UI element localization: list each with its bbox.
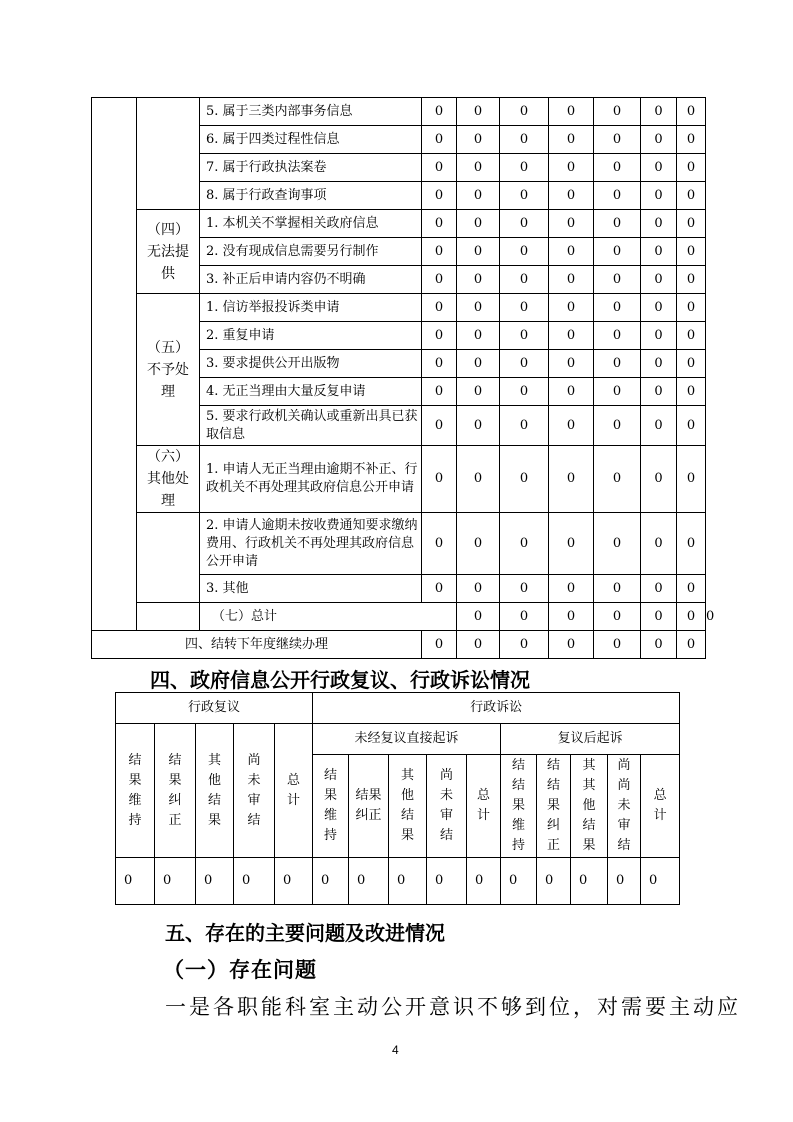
value-cell: 0 — [641, 126, 677, 154]
value-cell: 0 — [677, 631, 706, 659]
value-cell: 0 — [641, 350, 677, 378]
value-cell: 0 — [457, 631, 500, 659]
value-cell: 0 — [457, 350, 500, 378]
direct-col-2: 其他结果 — [389, 755, 427, 858]
direct-suit-header: 未经复议直接起诉 — [313, 724, 501, 755]
total-label: （七）总计 — [200, 603, 457, 631]
value-cell: 0 — [594, 322, 641, 350]
value-cell: 0 — [677, 98, 706, 126]
value-cell: 0 — [500, 603, 549, 631]
value-cell: 0 — [594, 406, 641, 446]
value-cell: 0 — [594, 210, 641, 238]
value-cell: 0 — [422, 575, 457, 603]
value-cell: 0 — [457, 238, 500, 266]
value-cell: 0 — [594, 238, 641, 266]
value-cell: 0 — [422, 154, 457, 182]
after-col-2: 其其他结果 — [571, 755, 608, 858]
table-row — [92, 446, 706, 513]
value-cell: 0 — [500, 126, 549, 154]
value-cell: 0 — [677, 446, 706, 513]
table-row — [92, 513, 706, 575]
direct-col-4: 总计 — [467, 755, 501, 858]
value-cell: 0 — [549, 446, 594, 513]
value-cell: 0 — [549, 575, 594, 603]
item-label: 3. 补正后申请内容仍不明确 — [200, 266, 422, 294]
value-cell: 0 — [641, 631, 677, 659]
item-label: 3. 其他 — [200, 575, 422, 603]
value-cell: 0 — [500, 350, 549, 378]
value-cell: 0 — [594, 98, 641, 126]
review-litigation-table — [115, 692, 680, 905]
value-cell: 0 — [457, 210, 500, 238]
review-col-2: 其他结果 — [196, 724, 234, 858]
value-cell: 0 — [594, 182, 641, 210]
value-cell: 0 — [549, 154, 594, 182]
after-col-1: 结结果纠正 — [537, 755, 571, 858]
item-label: 4. 无正当理由大量反复申请 — [200, 378, 422, 406]
value-cell: 0 — [500, 266, 549, 294]
value-cell: 0 — [467, 858, 501, 905]
value-cell: 0 — [549, 98, 594, 126]
value-cell: 0 — [677, 575, 706, 603]
value-cell: 0 — [641, 446, 677, 513]
value-cell: 0 — [677, 294, 706, 322]
value-cell: 0 — [422, 182, 457, 210]
value-cell: 0 — [500, 182, 549, 210]
value-cell: 0 — [641, 575, 677, 603]
value-cell: 0 — [457, 603, 500, 631]
item-label: 8. 属于行政查询事项 — [200, 182, 422, 210]
outer-category-column — [92, 98, 137, 631]
value-cell: 0 — [641, 378, 677, 406]
value-cell: 0 — [422, 98, 457, 126]
item-label: 5. 属于三类内部事务信息 — [200, 98, 422, 126]
value-cell: 0 — [641, 210, 677, 238]
application-stats-table — [91, 97, 715, 659]
item-label: 2. 重复申请 — [200, 322, 422, 350]
value-cell: 0 — [155, 858, 196, 905]
value-cell: 0 — [422, 350, 457, 378]
value-cell: 0 — [641, 322, 677, 350]
value-cell: 0 — [422, 294, 457, 322]
value-cell: 0 — [116, 858, 155, 905]
item-label: 1. 申请人无正当理由逾期不补正、行政机关不再处理其政府信息公开申请 — [200, 446, 422, 513]
value-cell: 0 — [549, 182, 594, 210]
value-cell: 0 — [500, 575, 549, 603]
value-cell: 0 — [677, 603, 706, 631]
value-cell: 0 — [549, 378, 594, 406]
value-cell: 0 — [571, 858, 608, 905]
value-cell: 0 — [594, 575, 641, 603]
value-cell: 0 — [457, 575, 500, 603]
review-col-4: 总计 — [275, 724, 313, 858]
item-label: 1. 信访举报投诉类申请 — [200, 294, 422, 322]
direct-col-0: 结果维持 — [313, 755, 349, 858]
value-cell: 0 — [677, 210, 706, 238]
value-cell: 0 — [641, 406, 677, 446]
value-cell: 0 — [549, 350, 594, 378]
value-cell: 0 — [641, 238, 677, 266]
value-cell: 0 — [500, 406, 549, 446]
value-cell: 0 — [422, 513, 457, 575]
direct-col-1: 结果纠正 — [349, 755, 389, 858]
value-cell: 0 — [549, 406, 594, 446]
value-cell: 0 — [594, 446, 641, 513]
value-cell: 0 — [457, 513, 500, 575]
value-cell: 0 — [641, 98, 677, 126]
value-cell: 0 — [549, 294, 594, 322]
after-col-0: 结结果维持 — [501, 755, 537, 858]
value-cell: 0 — [549, 513, 594, 575]
value-cell: 0 — [234, 858, 275, 905]
after-review-header: 复议后起诉 — [501, 724, 680, 755]
category-not-processed: （五）不予处理 — [137, 294, 200, 446]
value-cell: 0 — [275, 858, 313, 905]
value-cell: 0 — [500, 631, 549, 659]
value-cell: 0 — [537, 858, 571, 905]
category-other-processing: （六）其他处理 — [137, 446, 200, 513]
value-cell: 0 — [457, 294, 500, 322]
value-cell: 0 — [422, 322, 457, 350]
value-cell: 0 — [500, 322, 549, 350]
value-cell: 0 — [422, 378, 457, 406]
value-cell: 0 — [549, 603, 594, 631]
value-cell: 0 — [457, 378, 500, 406]
value-cell: 0 — [677, 350, 706, 378]
value-cell: 0 — [677, 126, 706, 154]
review-col-0: 结果维持 — [116, 724, 155, 858]
item-label: 6. 属于四类过程性信息 — [200, 126, 422, 154]
carry-over-label: 四、结转下年度继续办理 — [92, 631, 422, 659]
value-cell: 0 — [594, 631, 641, 659]
value-cell: 0 — [641, 603, 677, 631]
value-cell: 0 — [457, 154, 500, 182]
value-cell: 0 — [641, 513, 677, 575]
value-cell: 0 — [549, 126, 594, 154]
value-cell: 0 — [594, 266, 641, 294]
value-cell: 0 — [500, 513, 549, 575]
value-cell: 0 — [422, 631, 457, 659]
value-cell: 0 — [641, 182, 677, 210]
value-cell: 0 — [549, 266, 594, 294]
value-cell: 0 — [427, 858, 467, 905]
review-col-3: 尚未审结 — [234, 724, 275, 858]
value-cell: 0 — [549, 238, 594, 266]
subsection-heading: （一）存在问题 — [163, 958, 317, 982]
value-cell: 0 — [457, 126, 500, 154]
value-cell: 0 — [608, 858, 641, 905]
value-cell: 0 — [457, 406, 500, 446]
litigation-header: 行政诉讼 — [313, 693, 680, 724]
item-label: 2. 申请人逾期未按收费通知要求缴纳费用、行政机关不再处理其政府信息公开申请 — [200, 513, 422, 575]
value-cell: 0 — [641, 266, 677, 294]
review-col-1: 结果纠正 — [155, 724, 196, 858]
value-cell: 0 — [641, 858, 680, 905]
value-cell: 0 — [594, 513, 641, 575]
carry-over-row — [92, 631, 706, 659]
section-4-heading: 四、政府信息公开行政复议、行政诉讼情况 — [150, 668, 530, 692]
item-label: 1. 本机关不掌握相关政府信息 — [200, 210, 422, 238]
section-5-heading: 五、存在的主要问题及改进情况 — [165, 921, 445, 945]
value-cell: 0 — [677, 322, 706, 350]
value-cell: 0 — [422, 446, 457, 513]
page-number: 4 — [392, 1043, 399, 1057]
value-cell: 0 — [549, 210, 594, 238]
value-cell: 0 — [549, 631, 594, 659]
category-cell — [137, 98, 200, 210]
value-cell: 0 — [594, 378, 641, 406]
value-cell: 0 — [422, 238, 457, 266]
value-cell: 0 — [677, 238, 706, 266]
value-cell: 0 — [389, 858, 427, 905]
item-label: 5. 要求行政机关确认或重新出具已获取信息 — [200, 406, 422, 446]
value-cell: 0 — [457, 182, 500, 210]
after-col-4: 总计 — [641, 755, 680, 858]
table-row — [92, 210, 706, 238]
value-cell: 0 — [422, 126, 457, 154]
value-cell: 0 — [677, 154, 706, 182]
total-row: （七）总计 0 0 0 0 0 0 0 — [92, 603, 706, 631]
category-cell — [137, 513, 200, 603]
direct-col-3: 尚未审结 — [427, 755, 467, 858]
value-cell: 0 — [594, 294, 641, 322]
value-cell: 0 — [457, 446, 500, 513]
value-cell: 0 — [313, 858, 349, 905]
value-cell: 0 — [501, 858, 537, 905]
value-cell: 0 — [457, 266, 500, 294]
value-cell: 0 — [500, 210, 549, 238]
value-cell: 0 — [594, 603, 641, 631]
value-cell: 0 — [641, 294, 677, 322]
value-cell: 0 — [500, 98, 549, 126]
blank-cell — [137, 603, 200, 631]
value-cell: 0 — [500, 238, 549, 266]
item-label: 3. 要求提供公开出版物 — [200, 350, 422, 378]
value-cell: 0 — [500, 446, 549, 513]
value-cell: 0 — [549, 322, 594, 350]
value-cell: 0 — [196, 858, 234, 905]
value-cell: 0 — [677, 266, 706, 294]
value-cell: 0 — [677, 513, 706, 575]
table-row — [92, 294, 706, 322]
value-cell: 0 — [422, 406, 457, 446]
after-col-3: 尚尚未审结 — [608, 755, 641, 858]
body-paragraph: 一是各职能科室主动公开意识不够到位，对需要主动应 — [165, 995, 741, 1019]
value-cell: 0 — [349, 858, 389, 905]
value-cell: 0 — [594, 350, 641, 378]
value-cell: 0 — [500, 378, 549, 406]
value-cell: 0 — [500, 294, 549, 322]
value-cell: 0 — [457, 98, 500, 126]
value-cell: 0 — [677, 406, 706, 446]
value-cell: 0 — [594, 154, 641, 182]
table-row — [92, 98, 706, 126]
value-cell: 0 — [500, 154, 549, 182]
value-cell: 0 — [422, 210, 457, 238]
item-label: 7. 属于行政执法案卷 — [200, 154, 422, 182]
value-cell: 0 — [677, 378, 706, 406]
value-cell: 0 — [677, 182, 706, 210]
item-label: 2. 没有现成信息需要另行制作 — [200, 238, 422, 266]
value-cell: 0 — [457, 322, 500, 350]
category-unable-provide: （四）无法提供 — [137, 210, 200, 294]
review-header: 行政复议 — [116, 693, 313, 724]
value-cell: 0 — [422, 266, 457, 294]
value-cell: 0 — [594, 126, 641, 154]
value-cell: 0 — [641, 154, 677, 182]
